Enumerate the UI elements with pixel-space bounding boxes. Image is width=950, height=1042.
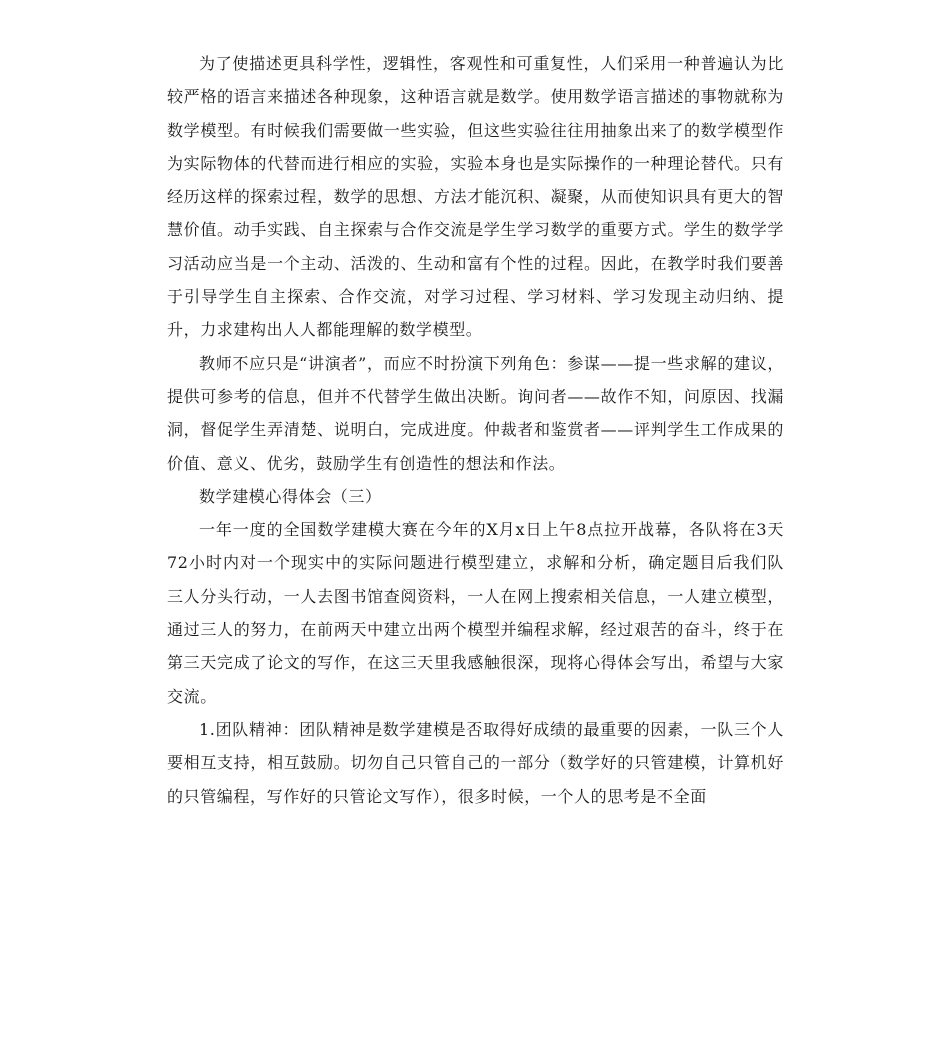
section-heading: 数学建模心得体会（三） xyxy=(199,486,382,506)
paragraph-contest-intro: 一年一度的全国数学建模大赛在今年的X月x日上午8点拉开战幕，各队将在3天72小时内对一个现实中的实际问题进行模型建立，求解和分析，确定题目后我们队三人分头行动，一人去图书馆查阅资料，一人在网上搜索相关信息，一人建立模型，通过三人的努力，在前两天中建立出两个模型并编程求解，经过艰苦的奋斗，终于在第三天完成了论文的写作，在这三天里我感触很深，现将心得体会写出，希望与大家交流。 xyxy=(167,520,784,706)
paragraph-teacher-roles: 教师不应只是“讲演者”，而应不时扮演下列角色：参谋——提一些求解的建议，提供可参考的信息，但并不代替学生做出决断。询问者——故作不知，问原因、找漏洞，督促学生弄清楚、说明白，完成进度。仲裁者和鉴赏者——评判学生工作成果的价值、意义、优劣，鼓励学生有创造性的想法和作法。 xyxy=(167,353,784,473)
paragraph-math-language: 为了使描述更具科学性，逻辑性，客观性和可重复性，人们采用一种普遍认为比较严格的语言来描述各种现象，这种语言就是数学。使用数学语言描述的事物就称为数学模型。有时候我们需要做一些实验，但这些实验往往用抽象出来了的数学模型作为实际物体的代替而进行相应的实验，实验本身也是实际操作的一种理论替代。只有经历这样的探索过程，数学的思想、方法才能沉积、凝聚，从而使知识具有更大的智慧价值。动手实践、自主探索与合作交流是学生学习数学的重要方式。学生的数学学习活动应当是一个主动、活泼的、生动和富有个性的过程。因此，在教学时我们要善于引导学生自主探索、合作交流，对学习过程、学习材料、学习发现主动归纳、提升，力求建构出人人都能理解的数学模型。 xyxy=(167,54,784,340)
paragraph-team-spirit: 1.团队精神：团队精神是数学建模是否取得好成绩的最重要的因素，一队三个人要相互支持，相互鼓励。切勿自己只管自己的一部分（数学好的只管建模，计算机好的只管编程，写作好的只管论文写作），很多时候，一个人的思考是不全面 xyxy=(167,719,784,806)
document-body xyxy=(167,47,784,813)
